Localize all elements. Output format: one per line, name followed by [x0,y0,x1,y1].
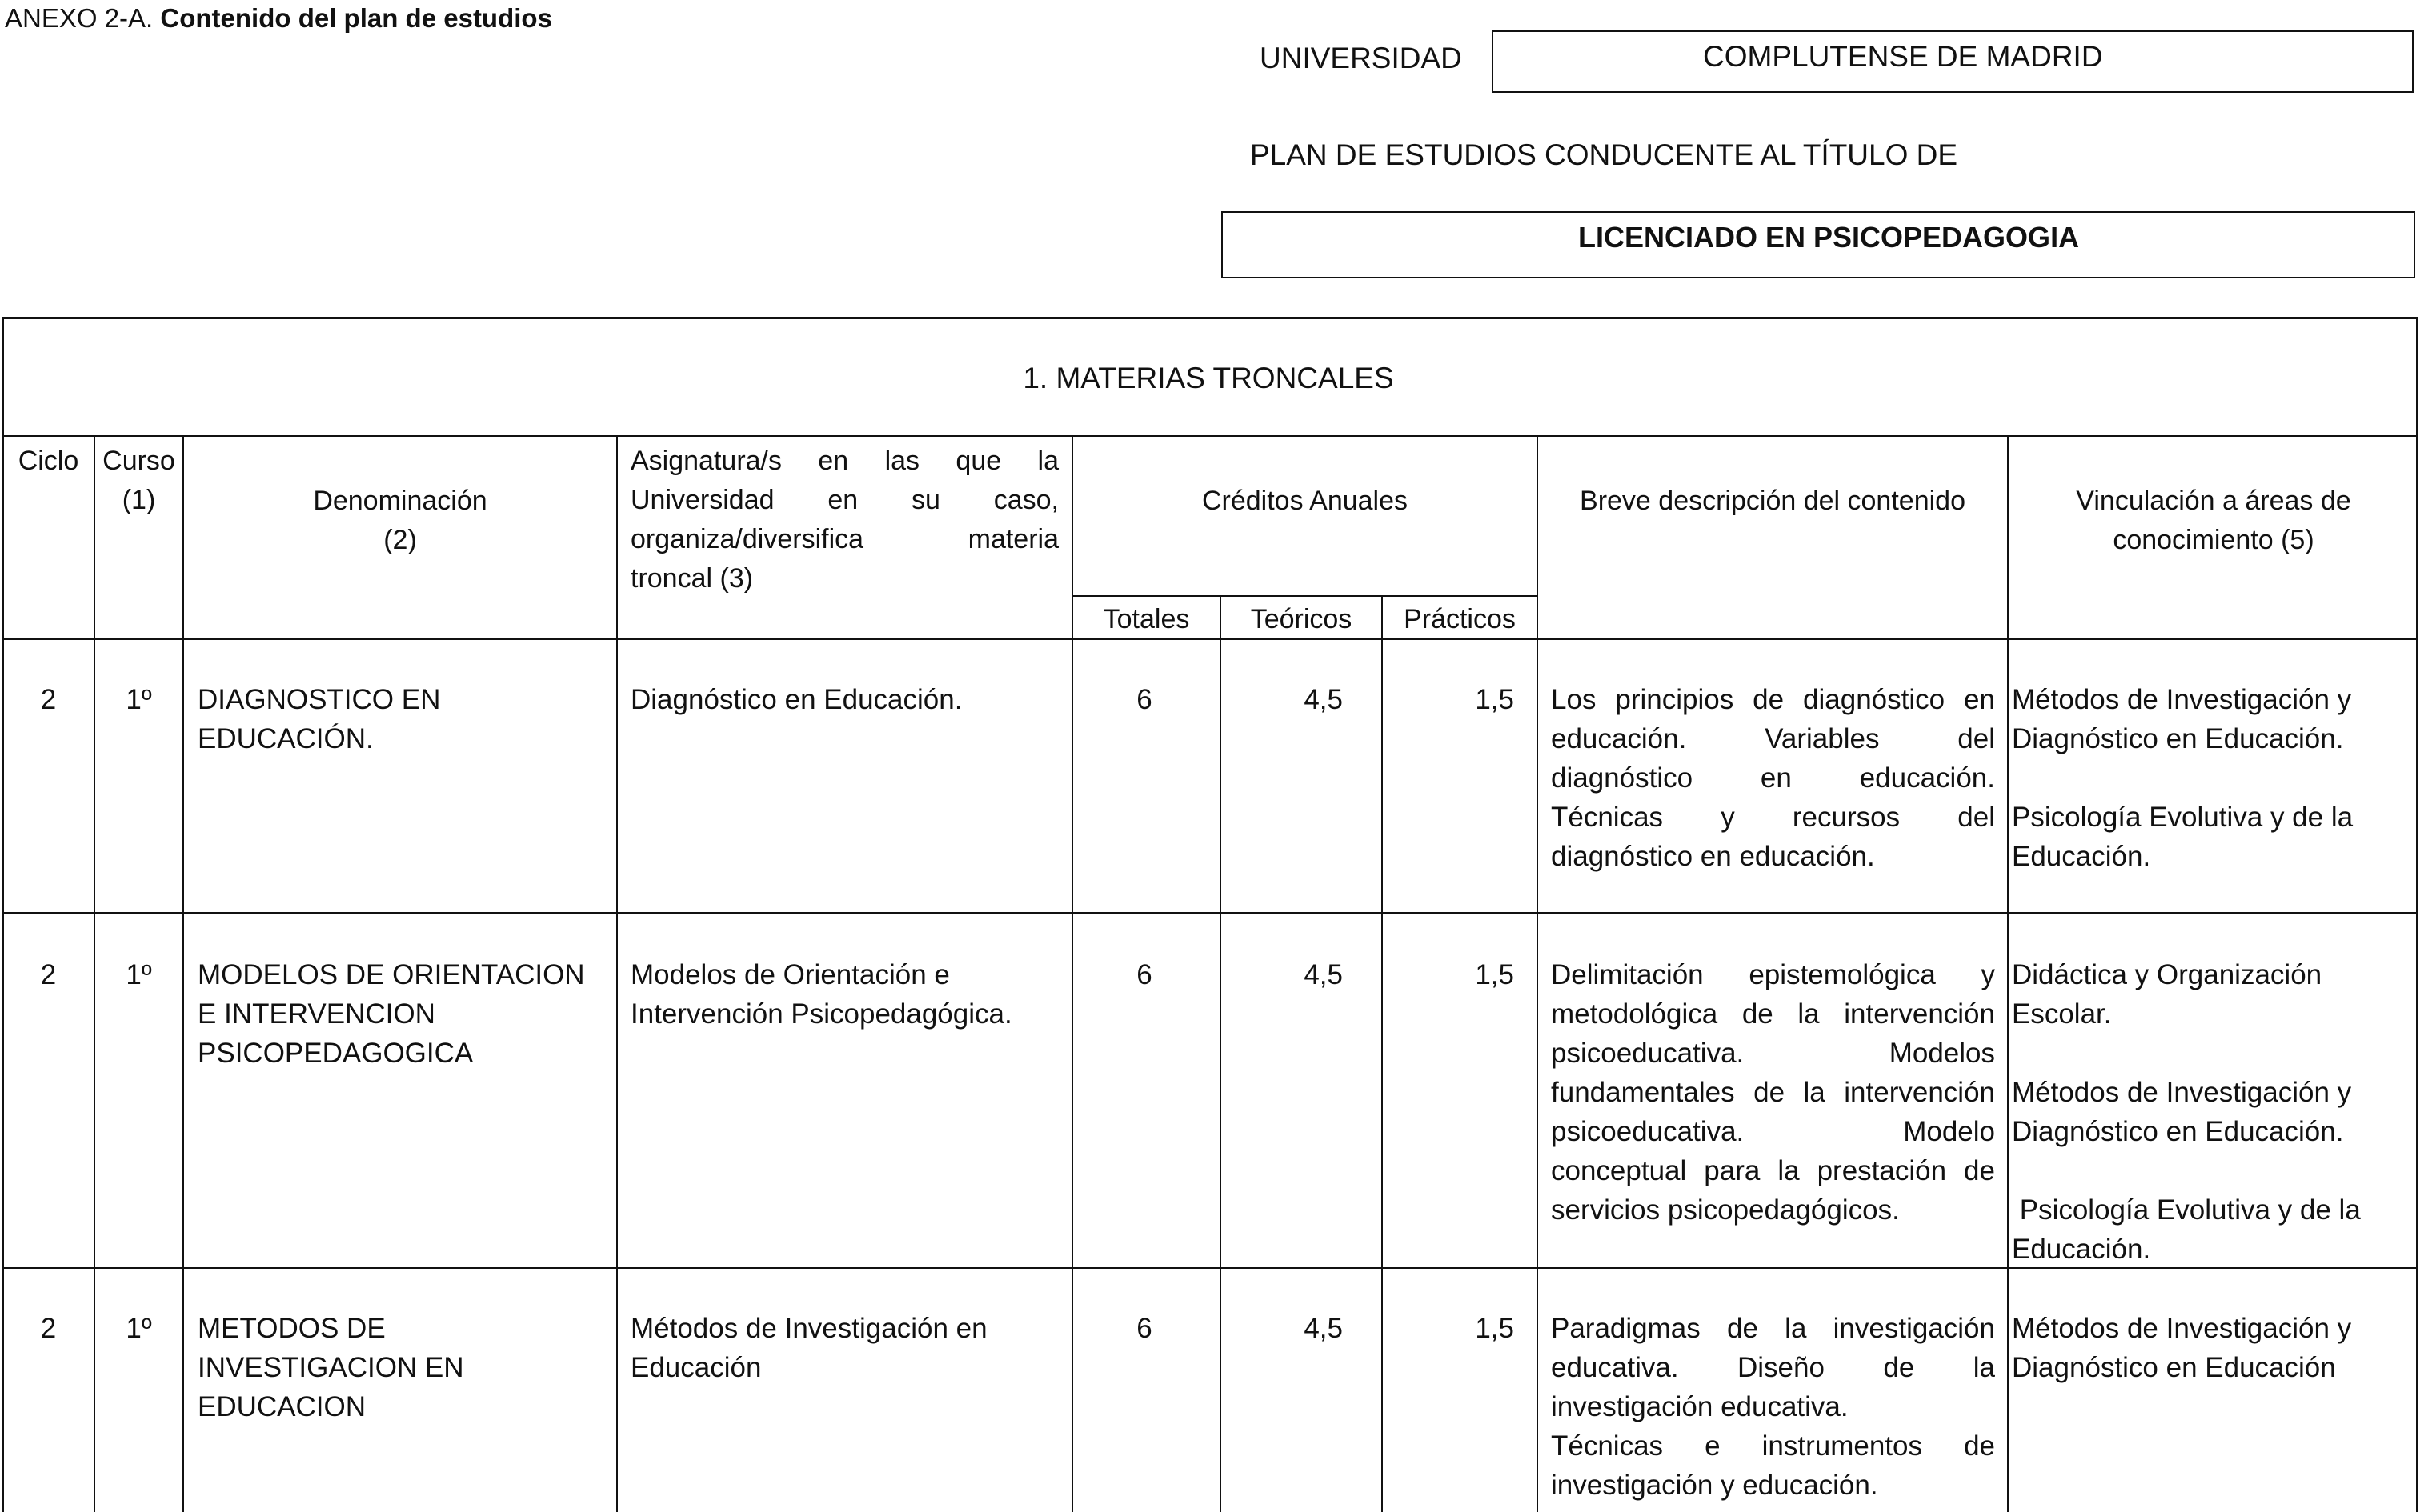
col-header-curso-line: Curso [102,446,175,476]
col-header-creditos [1073,482,1537,521]
cell-line: psicoeducativa. Modelo [1551,1116,1995,1147]
cell-line: INVESTIGACION EN [198,1352,464,1383]
cell-line: MODELOS DE ORIENTACION [198,959,585,990]
col-header-totales [1073,600,1220,639]
university-label: UNIVERSIDAD [1260,42,1462,74]
cell-line: Psicología Evolutiva y de la [2012,1194,2361,1226]
col-header-asignatura-line: organiza/diversifica materia [631,524,1059,554]
cell-asignatura [631,680,1063,719]
cell-line: Escolar. [2012,998,2112,1030]
cell-line: EDUCACIÓN. [198,723,374,754]
cell-vinculacion [2012,955,2416,1269]
cell-descripcion [1551,955,1995,1230]
cell-line: Métodos de Investigación y [2012,684,2352,715]
annex-heading [5,3,552,34]
cell-line: investigación educativa. [1551,1391,1849,1422]
cell-line: diagnóstico en educación. [1551,762,1995,794]
cell-line: Paradigmas de la investigación [1551,1313,1995,1344]
cell-line: Diagnóstico en Educación. [2012,1116,2344,1147]
cell-line: Métodos de Investigación en [631,1313,988,1344]
table-divider [1072,595,1537,597]
cell-line: educativa. Diseño de la [1551,1352,1995,1383]
cell-teoricos: 4,5 [1304,1313,1343,1344]
cell-line: Diagnóstico en Educación [2012,1352,2336,1383]
table-divider [1220,595,1221,1512]
cell-descripcion [1551,680,1995,876]
cell-line: Didáctica y Organización [2012,959,2322,990]
cell-line: Métodos de Investigación y [2012,1313,2352,1344]
col-header-vinculacion-line: Vinculación a áreas de [2076,486,2351,516]
cell-line: E INTERVENCION [198,998,435,1030]
col-header-vinculacion-line: conocimiento (5) [2113,525,2314,555]
cell-practicos: 1,5 [1475,684,1514,715]
col-header-descripcion-text: Breve descripción del contenido [1580,486,1965,516]
cell-line: Técnicas y recursos del [1551,802,1995,833]
cell-line: diagnóstico en educación. [1551,841,1875,872]
degree-title-value: LICENCIADO EN PSICOPEDAGOGIA [1578,221,2080,254]
col-header-denominacion [184,482,616,560]
table-divider [2007,435,2009,1512]
cell-curso: 1º [126,1313,152,1344]
table-divider [1537,435,1538,1512]
cell-line: investigación y educación. [1551,1470,1878,1501]
section-title: 1. MATERIAS TRONCALES [1023,362,1394,394]
cell-vinculacion [2012,680,2416,876]
cell-descripcion [1551,1309,1995,1505]
cell-asignatura [631,955,1067,1034]
cell-line: Delimitación epistemológica y [1551,959,1995,990]
cell-practicos: 1,5 [1475,959,1514,990]
cell-denominacion [198,1309,606,1426]
cell-ciclo: 2 [40,1313,57,1344]
col-header-teoricos-text: Teóricos [1250,604,1352,634]
cell-line [2012,758,2416,798]
cell-line [2012,1034,2416,1073]
table-divider [2,435,2418,437]
degree-title-field [1221,211,2415,278]
university-field [1492,30,2414,93]
annex-title: Contenido del plan de estudios [160,3,552,33]
table-divider [616,435,618,1512]
cell-totales: 6 [1136,1313,1152,1344]
col-header-practicos [1383,600,1537,639]
cell-line: educación. Variables del [1551,723,1995,754]
col-header-denominacion-line: Denominación [313,486,487,516]
cell-line: conceptual para la prestación de [1551,1155,1995,1186]
table-divider [182,435,184,1512]
cell-line: Psicología Evolutiva y de la [2012,802,2354,833]
cell-teoricos: 4,5 [1304,959,1343,990]
cell-line: Diagnóstico en Educación. [2012,723,2344,754]
table-divider [2,912,2418,914]
col-header-vinculacion [2009,482,2418,560]
cell-line: Métodos de Investigación y [2012,1077,2352,1108]
cell-line: fundamentales de la intervención [1551,1077,1995,1108]
annex-prefix: ANEXO 2-A. [5,3,154,33]
cell-line: metodológica de la intervención [1551,998,1995,1030]
cell-line: Los principios de diagnóstico en [1551,684,1995,715]
cell-totales: 6 [1136,684,1152,715]
cell-line: psicoeducativa. Modelos [1551,1038,1995,1069]
cell-line: Modelos de Orientación e [631,959,950,990]
cell-line: Intervención Psicopedagógica. [631,998,1012,1030]
col-header-ciclo-text: Ciclo [18,446,79,476]
cell-denominacion [198,680,606,758]
col-header-practicos-text: Prácticos [1404,604,1516,634]
cell-line: Diagnóstico en Educación. [631,684,963,715]
cell-ciclo: 2 [40,959,57,990]
cell-line: METODOS DE [198,1313,386,1344]
cell-line: EDUCACION [198,1391,367,1422]
cell-line: DIAGNOSTICO EN [198,684,441,715]
cell-line: PSICOPEDAGOGICA [198,1038,474,1069]
cell-line: Técnicas e instrumentos de [1551,1430,1995,1462]
table-divider [1381,595,1383,1512]
cell-vinculacion [2012,1309,2416,1387]
cell-asignatura [631,1309,1063,1387]
cell-practicos: 1,5 [1475,1313,1514,1344]
col-header-ciclo [3,442,94,481]
col-header-totales-text: Totales [1103,604,1190,634]
col-header-curso-line: (1) [122,485,156,515]
col-header-denominacion-line: (2) [383,525,417,555]
cell-curso: 1º [126,684,152,715]
col-header-asignatura-line: Universidad en su caso, [631,485,1059,515]
cell-line: Educación. [2012,1234,2151,1265]
university-value: COMPLUTENSE DE MADRID [1703,40,2103,73]
col-header-teoricos [1221,600,1381,639]
col-header-descripcion [1538,482,2007,521]
cell-teoricos: 4,5 [1304,684,1343,715]
plan-label: PLAN DE ESTUDIOS CONDUCENTE AL TÍTULO DE [1250,138,1958,171]
col-header-creditos-text: Créditos Anuales [1201,486,1408,516]
col-header-asignatura-line: troncal (3) [631,563,754,594]
cell-line: Educación. [2012,841,2151,872]
col-header-asignatura [631,442,1059,598]
col-header-curso [95,442,182,520]
cell-denominacion [198,955,614,1073]
cell-line: servicios psicopedagógicos. [1551,1194,1900,1226]
cell-line: Educación [631,1352,762,1383]
cell-curso: 1º [126,959,152,990]
col-header-asignatura-line: Asignatura/s en las que la [631,446,1059,476]
cell-line [2012,1151,2416,1190]
cell-ciclo: 2 [40,684,57,715]
cell-totales: 6 [1136,959,1152,990]
